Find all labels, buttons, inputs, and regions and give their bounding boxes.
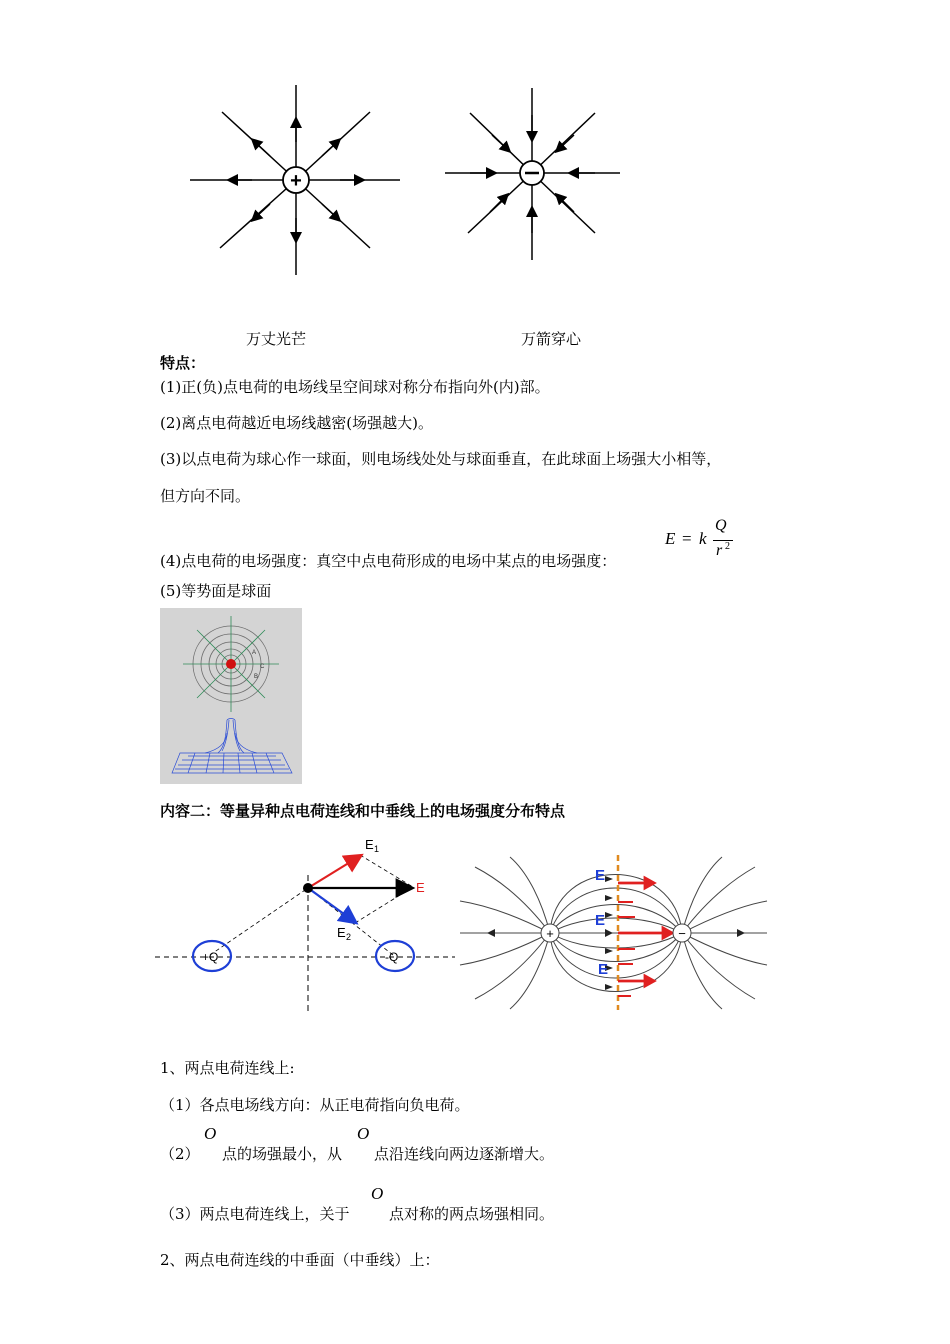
negative-charge-field-figure	[440, 85, 630, 265]
positive-charge-field-figure	[180, 80, 410, 280]
negative-charge-label: -Q	[385, 950, 399, 964]
caption-negative: 万箭穿心	[521, 330, 582, 348]
point-O-symbol: O	[371, 1184, 384, 1203]
vector-E1	[308, 856, 360, 888]
subsection-2-title: 2、两点电荷连线的中垂面（中垂线）上：	[160, 1251, 440, 1269]
svg-text:E: E	[595, 912, 606, 929]
svg-text:A: A	[252, 650, 257, 656]
vector-E2	[308, 888, 355, 922]
caption-positive: 万丈光芒	[246, 330, 307, 348]
svg-text:E: E	[598, 961, 609, 978]
svg-text:E: E	[416, 880, 425, 895]
feature-item-3-cont: 但方向不同。	[160, 487, 251, 505]
svg-text:B: B	[254, 674, 259, 680]
feature-item-4: (4)点电荷的电场强度：真空中点电荷形成的电场中某点的电场强度：	[160, 552, 617, 570]
feature-item-2: (2)离点电荷越近电场线越密(场强越大)。	[160, 414, 433, 432]
point-O-symbol: O	[204, 1124, 217, 1143]
svg-text:1: 1	[374, 844, 380, 854]
dipole-field-lines-diagram	[455, 855, 770, 1010]
svg-text:C: C	[260, 664, 265, 670]
feature-item-3: (3)以点电荷为球心作一球面，则电场线处处与球面垂直，在此球面上场强大小相等，	[160, 450, 722, 468]
subsection-1-item-1: （1）各点电场线方向：从正电荷指向负电荷。	[160, 1096, 470, 1114]
feature-item-1: (1)正(负)点电荷的电场线呈空间球对称分布指向外(内)部。	[160, 378, 550, 396]
svg-text:2: 2	[346, 932, 352, 942]
section1-heading: 特点：	[160, 354, 206, 372]
equipotential-surface-figure	[160, 608, 302, 784]
subsection-1-item-2-end: 点沿连线向两边逐渐增大。	[374, 1145, 555, 1163]
svg-text:+: +	[546, 926, 554, 941]
coulomb-field-formula: E = k Q r 2	[665, 515, 745, 565]
section2-heading: 内容二：等量异种点电荷连线和中垂线上的电场强度分布特点	[160, 802, 566, 820]
positive-charge-label: +Q	[202, 950, 219, 964]
svg-text:E: E	[337, 925, 346, 940]
field-superposition-diagram	[155, 830, 455, 1015]
subsection-1-title: 1、两点电荷连线上:	[160, 1059, 295, 1077]
point-O-symbol: O	[357, 1124, 370, 1143]
subsection-1-item-2-prefix: （2）	[160, 1145, 200, 1163]
subsection-1-item-2-mid: 点的场强最小，从	[222, 1145, 343, 1163]
svg-text:−: −	[678, 926, 686, 941]
svg-text:E: E	[365, 837, 374, 852]
svg-text:E: E	[595, 867, 606, 884]
subsection-1-item-3-end: 点对称的两点场强相同。	[389, 1205, 555, 1223]
subsection-1-item-3-start: （3）两点电荷连线上，关于	[160, 1205, 350, 1223]
feature-item-5: (5)等势面是球面	[160, 582, 272, 600]
plus-sign: +	[290, 170, 302, 192]
